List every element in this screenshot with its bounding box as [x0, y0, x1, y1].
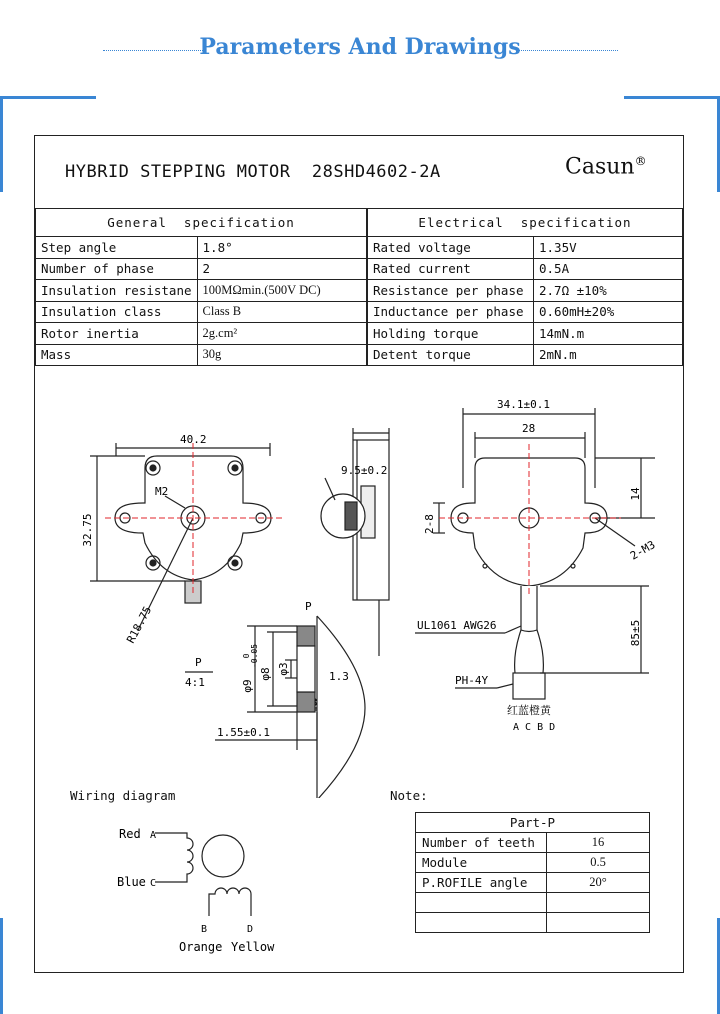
corner-bracket-tr-h — [624, 96, 720, 99]
part-p-value: 16 — [547, 833, 650, 853]
general-spec-table — [35, 208, 367, 366]
part-p-value: 20° — [547, 873, 650, 893]
spec-label: Insulation resistane — [36, 280, 198, 302]
technical-drawing — [35, 368, 682, 798]
rear-view — [415, 408, 658, 699]
dim-detail-length: 1.3 — [329, 670, 349, 683]
dim-lead-length: 85±5 — [629, 619, 642, 647]
part-p-value: 0.5 — [547, 853, 650, 873]
wire-d-label: D — [247, 924, 254, 935]
general-spec-heading: General specification — [36, 209, 367, 237]
header-rule-right — [518, 50, 618, 51]
dim-front-width: 40.2 — [180, 433, 207, 446]
spec-label: Resistance per phase — [368, 280, 534, 302]
spec-value: 0.60mH±20% — [534, 301, 683, 323]
detail-label: P — [195, 656, 202, 669]
part-p-label: Module — [416, 853, 547, 873]
label-connector: PH-4Y — [455, 674, 489, 687]
electrical-spec-heading: Electrical specification — [368, 209, 683, 237]
label-wire-colors-cn: 红蓝橙黄 — [507, 704, 551, 717]
spec-value: 30g — [197, 344, 366, 366]
page-title: Parameters And Drawings — [199, 34, 521, 60]
detail-scale: 4:1 — [185, 676, 205, 689]
brand-logo — [565, 154, 647, 179]
corner-bracket-tl-v — [0, 96, 3, 192]
corner-bracket-bl-v — [0, 918, 3, 1014]
label-part-p: P — [305, 600, 312, 613]
dim-rear-width: 34.1±0.1 — [497, 398, 550, 411]
spec-label: Detent torque — [368, 344, 534, 366]
electrical-spec-table — [367, 208, 683, 366]
dim-detail-outer: φ9 — [241, 679, 254, 693]
wire-yellow-label: Yellow — [231, 940, 275, 954]
brand-name: Casun — [565, 154, 635, 180]
dim-rear-hole-spacing: 28 — [522, 422, 536, 435]
spec-value: 2g.cm² — [197, 323, 366, 345]
spec-label: Rated voltage — [368, 237, 534, 259]
spec-value: 100MΩmin.(500V DC) — [197, 280, 366, 302]
part-p-value — [547, 893, 650, 913]
dim-detail-mid: φ8 — [259, 667, 272, 681]
label-wire-letters: A C B D — [513, 722, 556, 733]
part-p-heading: Part-P — [416, 813, 650, 833]
part-p-label: P.ROFILE angle — [416, 873, 547, 893]
dim-radius: R18.75 — [124, 604, 155, 646]
part-p-label: Number of teeth — [416, 833, 547, 853]
registered-mark: ® — [634, 154, 647, 168]
part-p-label — [416, 913, 547, 933]
part-p-table — [415, 812, 650, 933]
front-view — [90, 443, 271, 630]
spec-value: 1.35V — [534, 237, 683, 259]
wire-blue-label: Blue — [117, 875, 146, 889]
spec-value: 1.8° — [197, 237, 366, 259]
dim-detail-bore: φ3 — [277, 662, 290, 676]
wire-red-label: Red — [119, 827, 141, 841]
detail-p-view — [185, 616, 365, 798]
spec-label: Number of phase — [36, 258, 198, 280]
sheet-title-row — [35, 136, 683, 209]
spec-value: 2mN.m — [534, 344, 683, 366]
note-title: Note: — [390, 788, 428, 803]
wire-orange-label: Orange — [179, 940, 223, 954]
dim-detail-width: 1.55±0.1 — [217, 726, 270, 739]
dim-side-thickness: 9.5±0.2 — [341, 464, 388, 477]
drawing-sheet — [34, 135, 684, 973]
spec-label: Mass — [36, 344, 198, 366]
spec-value: Class B — [197, 301, 366, 323]
spec-label: Step angle — [36, 237, 198, 259]
spec-label: Inductance per phase — [368, 301, 534, 323]
dim-rear-top: 14 — [629, 487, 642, 501]
dim-detail-outer-tol: 0 — [242, 653, 251, 659]
spec-label: Insulation class — [36, 301, 198, 323]
wiring-diagram — [95, 816, 295, 956]
dim-screw: M2 — [155, 485, 169, 498]
wire-a-label: A — [150, 830, 157, 841]
spec-label: Rated current — [368, 258, 534, 280]
wire-b-label: B — [201, 924, 208, 935]
dim-rear-holes-left: 2-8 — [423, 514, 436, 534]
part-p-value — [547, 913, 650, 933]
spec-value: 2 — [197, 258, 366, 280]
part-p-label — [416, 893, 547, 913]
dim-detail-outer-tol2: -0.05 — [250, 643, 259, 669]
spec-label: Rotor inertia — [36, 323, 198, 345]
spec-label: Holding torque — [368, 323, 534, 345]
spec-value: 14mN.m — [534, 323, 683, 345]
corner-bracket-tl-h — [0, 96, 96, 99]
spec-value: 0.5A — [534, 258, 683, 280]
wire-c-label: C — [150, 878, 157, 889]
spec-value: 2.7Ω ±10% — [534, 280, 683, 302]
motor-title: HYBRID STEPPING MOTOR 28SHD4602-2A — [65, 162, 441, 182]
label-cable: UL1061 AWG26 — [417, 619, 497, 632]
wiring-title: Wiring diagram — [70, 788, 176, 803]
dim-front-height: 32.75 — [81, 513, 94, 547]
dim-rear-holes-right: 2-M3 — [628, 538, 658, 563]
